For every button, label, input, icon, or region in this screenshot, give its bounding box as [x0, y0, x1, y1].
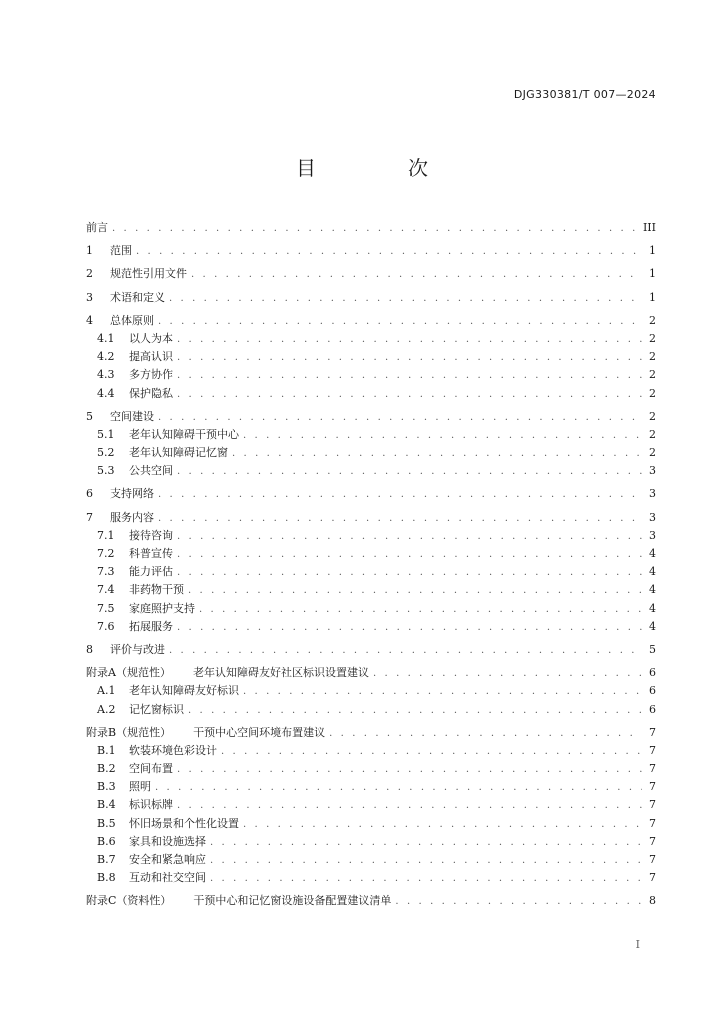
toc-entry-title: 照明 — [129, 780, 151, 794]
toc-entry-page: 3 — [649, 510, 656, 524]
toc-dot-leader — [177, 331, 642, 349]
toc-entry-number: 附录A（规范性） — [86, 666, 171, 680]
toc-entry-number: 4.3 — [97, 368, 115, 382]
toc-entry-number: B.7 — [97, 853, 116, 866]
toc-entry-title: 记忆窗标识 — [129, 702, 184, 716]
toc-entry-number: B.1 — [97, 743, 116, 757]
toc-entry-page: 1 — [649, 244, 656, 258]
toc-dot-leader — [329, 725, 642, 743]
table-of-contents — [86, 219, 656, 911]
toc-entry-page: 7 — [649, 853, 656, 866]
toc-dot-leader — [169, 642, 642, 660]
toc-entry-page: 2 — [649, 409, 656, 423]
toc-entry-number: 1 — [86, 244, 93, 258]
toc-entry[interactable] — [86, 265, 656, 283]
toc-entry[interactable] — [86, 219, 656, 237]
toc-dot-leader — [158, 510, 642, 528]
toc-entry[interactable] — [86, 408, 656, 426]
toc-entry-page: III — [642, 221, 656, 234]
toc-dot-leader — [177, 386, 642, 404]
toc-dot-leader — [221, 743, 642, 761]
toc-entry[interactable] — [86, 851, 656, 869]
toc-entry-title: 多方协作 — [129, 368, 173, 382]
toc-dot-leader — [177, 797, 642, 815]
toc-entry-number: 7.1 — [97, 528, 115, 542]
toc-entry-number: 7.4 — [97, 583, 115, 597]
toc-entry[interactable] — [86, 444, 656, 462]
toc-dot-leader — [136, 243, 642, 261]
toc-entry-title: 评价与改进 — [110, 642, 165, 656]
toc-entry-number: 7.5 — [97, 601, 115, 615]
toc-entry-number: 5.2 — [97, 446, 115, 460]
toc-entry-page: 2 — [649, 368, 656, 382]
toc-entry-page: 1 — [649, 267, 656, 281]
toc-entry-title: 以人为本 — [129, 331, 173, 345]
toc-entry-number: 4.2 — [97, 350, 115, 364]
toc-entry-page: 7 — [649, 871, 656, 885]
toc-entry-number: A.2 — [97, 702, 116, 716]
toc-entry-number: 5.1 — [97, 427, 115, 441]
toc-entry-title: 术语和定义 — [110, 290, 165, 304]
toc-entry-page: 1 — [649, 290, 656, 304]
toc-entry-page: 2 — [649, 386, 656, 400]
page-folio: I — [635, 938, 640, 951]
toc-entry-page: 8 — [649, 894, 656, 908]
toc-entry-title: 总体原则 — [110, 313, 154, 327]
page-title: 目 次 — [296, 156, 464, 180]
toc-entry-title: 服务内容 — [110, 510, 154, 524]
toc-entry[interactable] — [86, 796, 656, 814]
toc-entry[interactable] — [86, 641, 656, 659]
toc-entry-title: 支持网络 — [110, 487, 154, 501]
toc-dot-leader — [191, 266, 642, 284]
toc-entry[interactable] — [86, 426, 656, 444]
toc-dot-leader — [158, 313, 642, 331]
toc-entry-title: 家具和设施选择 — [129, 834, 206, 848]
toc-entry-title: 接待咨询 — [129, 528, 173, 542]
toc-dot-leader — [169, 290, 642, 308]
toc-entry-title: 安全和紧急响应 — [129, 853, 206, 866]
toc-entry-title: 保护隐私 — [129, 386, 173, 400]
toc-entry[interactable] — [86, 778, 656, 796]
toc-entry-title: 老年认知障碍友好社区标识设置建议 — [192, 666, 369, 680]
toc-entry-title: 软装环境色彩设计 — [129, 743, 217, 757]
toc-entry[interactable] — [86, 563, 656, 581]
toc-entry-page: 7 — [649, 798, 656, 812]
toc-entry-number: 4.1 — [97, 331, 115, 345]
toc-entry-title: 干预中心空间环境布置建议 — [193, 725, 326, 739]
toc-entry-page: 7 — [649, 834, 656, 848]
toc-entry[interactable] — [86, 527, 656, 545]
toc-entry-number: B.5 — [97, 816, 116, 830]
toc-entry-page: 6 — [649, 666, 656, 680]
toc-dot-leader — [177, 463, 642, 481]
toc-entry-number: 7 — [86, 510, 93, 524]
toc-entry[interactable] — [86, 348, 656, 366]
toc-entry-page: 5 — [649, 642, 656, 656]
toc-entry-number: 5.3 — [97, 464, 115, 478]
toc-entry-number: B.8 — [97, 871, 116, 885]
toc-entry[interactable] — [86, 892, 656, 910]
toc-entry-title: 公共空间 — [129, 464, 173, 478]
toc-dot-leader — [177, 528, 642, 546]
toc-entry-page: 4 — [649, 565, 656, 579]
toc-entry[interactable] — [86, 682, 656, 700]
toc-entry-number: 5 — [86, 409, 93, 423]
toc-entry-number: 2 — [86, 267, 93, 281]
toc-entry-page: 3 — [649, 528, 656, 542]
toc-entry-title: 互动和社交空间 — [129, 871, 206, 885]
toc-entry-title: 规范性引用文件 — [110, 267, 187, 281]
toc-entry-title: 科普宣传 — [129, 547, 173, 560]
toc-entry-title: 标识标牌 — [129, 798, 173, 812]
toc-entry-number: A.1 — [97, 684, 116, 698]
toc-dot-leader — [210, 870, 642, 888]
toc-entry-page: 3 — [649, 464, 656, 478]
toc-entry-number: B.3 — [97, 780, 116, 794]
toc-entry-page: 7 — [649, 780, 656, 794]
toc-entry[interactable] — [86, 242, 656, 260]
toc-entry[interactable] — [86, 485, 656, 503]
toc-dot-leader — [177, 349, 642, 367]
toc-dot-leader — [177, 546, 642, 564]
toc-entry-page: 2 — [649, 331, 656, 345]
toc-entry-page: 2 — [649, 427, 656, 441]
toc-entry-page: 2 — [649, 313, 656, 327]
toc-entry[interactable] — [86, 289, 656, 307]
toc-entry-number: 7.3 — [97, 565, 115, 579]
toc-entry[interactable] — [86, 760, 656, 778]
toc-dot-leader — [188, 582, 642, 600]
toc-dot-leader — [158, 409, 642, 427]
toc-entry[interactable] — [86, 600, 656, 618]
toc-entry[interactable] — [86, 701, 656, 719]
toc-entry-number: 7.6 — [97, 619, 115, 633]
toc-entry-page: 4 — [649, 547, 656, 560]
toc-entry-number: 4 — [86, 313, 93, 327]
toc-entry-title: 提高认识 — [129, 350, 173, 364]
toc-entry-page: 6 — [649, 702, 656, 716]
toc-dot-leader — [177, 367, 642, 385]
toc-entry[interactable] — [86, 618, 656, 636]
toc-entry[interactable] — [86, 833, 656, 851]
toc-entry-number: 6 — [86, 487, 93, 501]
toc-entry-title: 家庭照护支持 — [129, 601, 195, 615]
toc-dot-leader — [199, 601, 642, 619]
toc-dot-leader — [177, 619, 642, 637]
toc-entry[interactable] — [86, 815, 656, 833]
toc-entry-page: 7 — [649, 743, 656, 757]
doc-code: DJG330381/T 007—2024 — [513, 88, 656, 101]
toc-entry[interactable] — [86, 724, 656, 742]
toc-entry-title: 空间布置 — [129, 762, 173, 776]
toc-entry-title: 空间建设 — [110, 409, 154, 423]
toc-entry[interactable] — [86, 366, 656, 384]
toc-dot-leader — [177, 761, 642, 779]
toc-dot-leader — [395, 893, 642, 911]
toc-entry[interactable] — [86, 509, 656, 527]
toc-dot-leader — [373, 665, 642, 683]
toc-entry-number: 7.2 — [97, 547, 115, 560]
toc-entry[interactable] — [86, 330, 656, 348]
toc-entry-title: 非药物干预 — [129, 583, 184, 597]
toc-entry-page: 4 — [649, 583, 656, 597]
toc-dot-leader — [243, 816, 642, 834]
toc-entry[interactable] — [86, 462, 656, 480]
toc-dot-leader — [177, 564, 642, 582]
toc-dot-leader — [188, 702, 642, 720]
toc-entry-page: 2 — [649, 446, 656, 460]
toc-dot-leader — [210, 852, 642, 870]
toc-entry[interactable] — [86, 742, 656, 760]
toc-entry-page: 2 — [649, 350, 656, 364]
toc-dot-leader — [112, 220, 639, 238]
toc-entry-page: 7 — [649, 762, 656, 776]
toc-entry-number: 8 — [86, 642, 93, 656]
toc-entry-number: 附录B（规范性） — [86, 725, 172, 739]
toc-dot-leader — [210, 834, 642, 852]
toc-entry-number: B.4 — [97, 798, 116, 812]
toc-entry-page: 4 — [649, 601, 656, 615]
toc-entry[interactable] — [86, 869, 656, 887]
toc-entry-title: 前言 — [86, 221, 108, 234]
toc-entry-number: B.6 — [97, 834, 116, 848]
toc-entry[interactable] — [86, 545, 656, 563]
toc-entry-number: 4.4 — [97, 386, 115, 400]
toc-entry-title: 拓展服务 — [129, 619, 173, 633]
toc-dot-leader — [232, 445, 642, 463]
toc-entry[interactable] — [86, 581, 656, 599]
toc-entry-page: 4 — [649, 619, 656, 633]
toc-entry-title: 范围 — [110, 244, 132, 258]
toc-entry-title: 老年认知障碍记忆窗 — [129, 446, 228, 460]
toc-entry-title: 老年认知障碍友好标识 — [129, 684, 239, 698]
toc-entry-page: 6 — [649, 684, 656, 698]
toc-dot-leader — [155, 779, 642, 797]
toc-entry[interactable] — [86, 385, 656, 403]
toc-dot-leader — [243, 427, 642, 445]
toc-entry-page: 3 — [649, 487, 656, 501]
toc-entry-title: 能力评估 — [129, 565, 173, 579]
toc-dot-leader — [243, 683, 642, 701]
toc-entry-title: 干预中心和记忆窗设施设备配置建议清单 — [193, 894, 392, 908]
toc-entry-page: 7 — [649, 816, 656, 830]
toc-entry-number: 附录C（资料性） — [86, 894, 172, 908]
toc-entry-page: 7 — [649, 725, 656, 739]
toc-dot-leader — [158, 486, 642, 504]
toc-entry-number: 3 — [86, 290, 93, 304]
toc-entry[interactable] — [86, 312, 656, 330]
toc-entry-number: B.2 — [97, 762, 116, 776]
toc-entry[interactable] — [86, 664, 656, 682]
toc-entry-title: 老年认知障碍干预中心 — [129, 427, 239, 441]
toc-entry-title: 怀旧场景和个性化设置 — [129, 816, 239, 830]
